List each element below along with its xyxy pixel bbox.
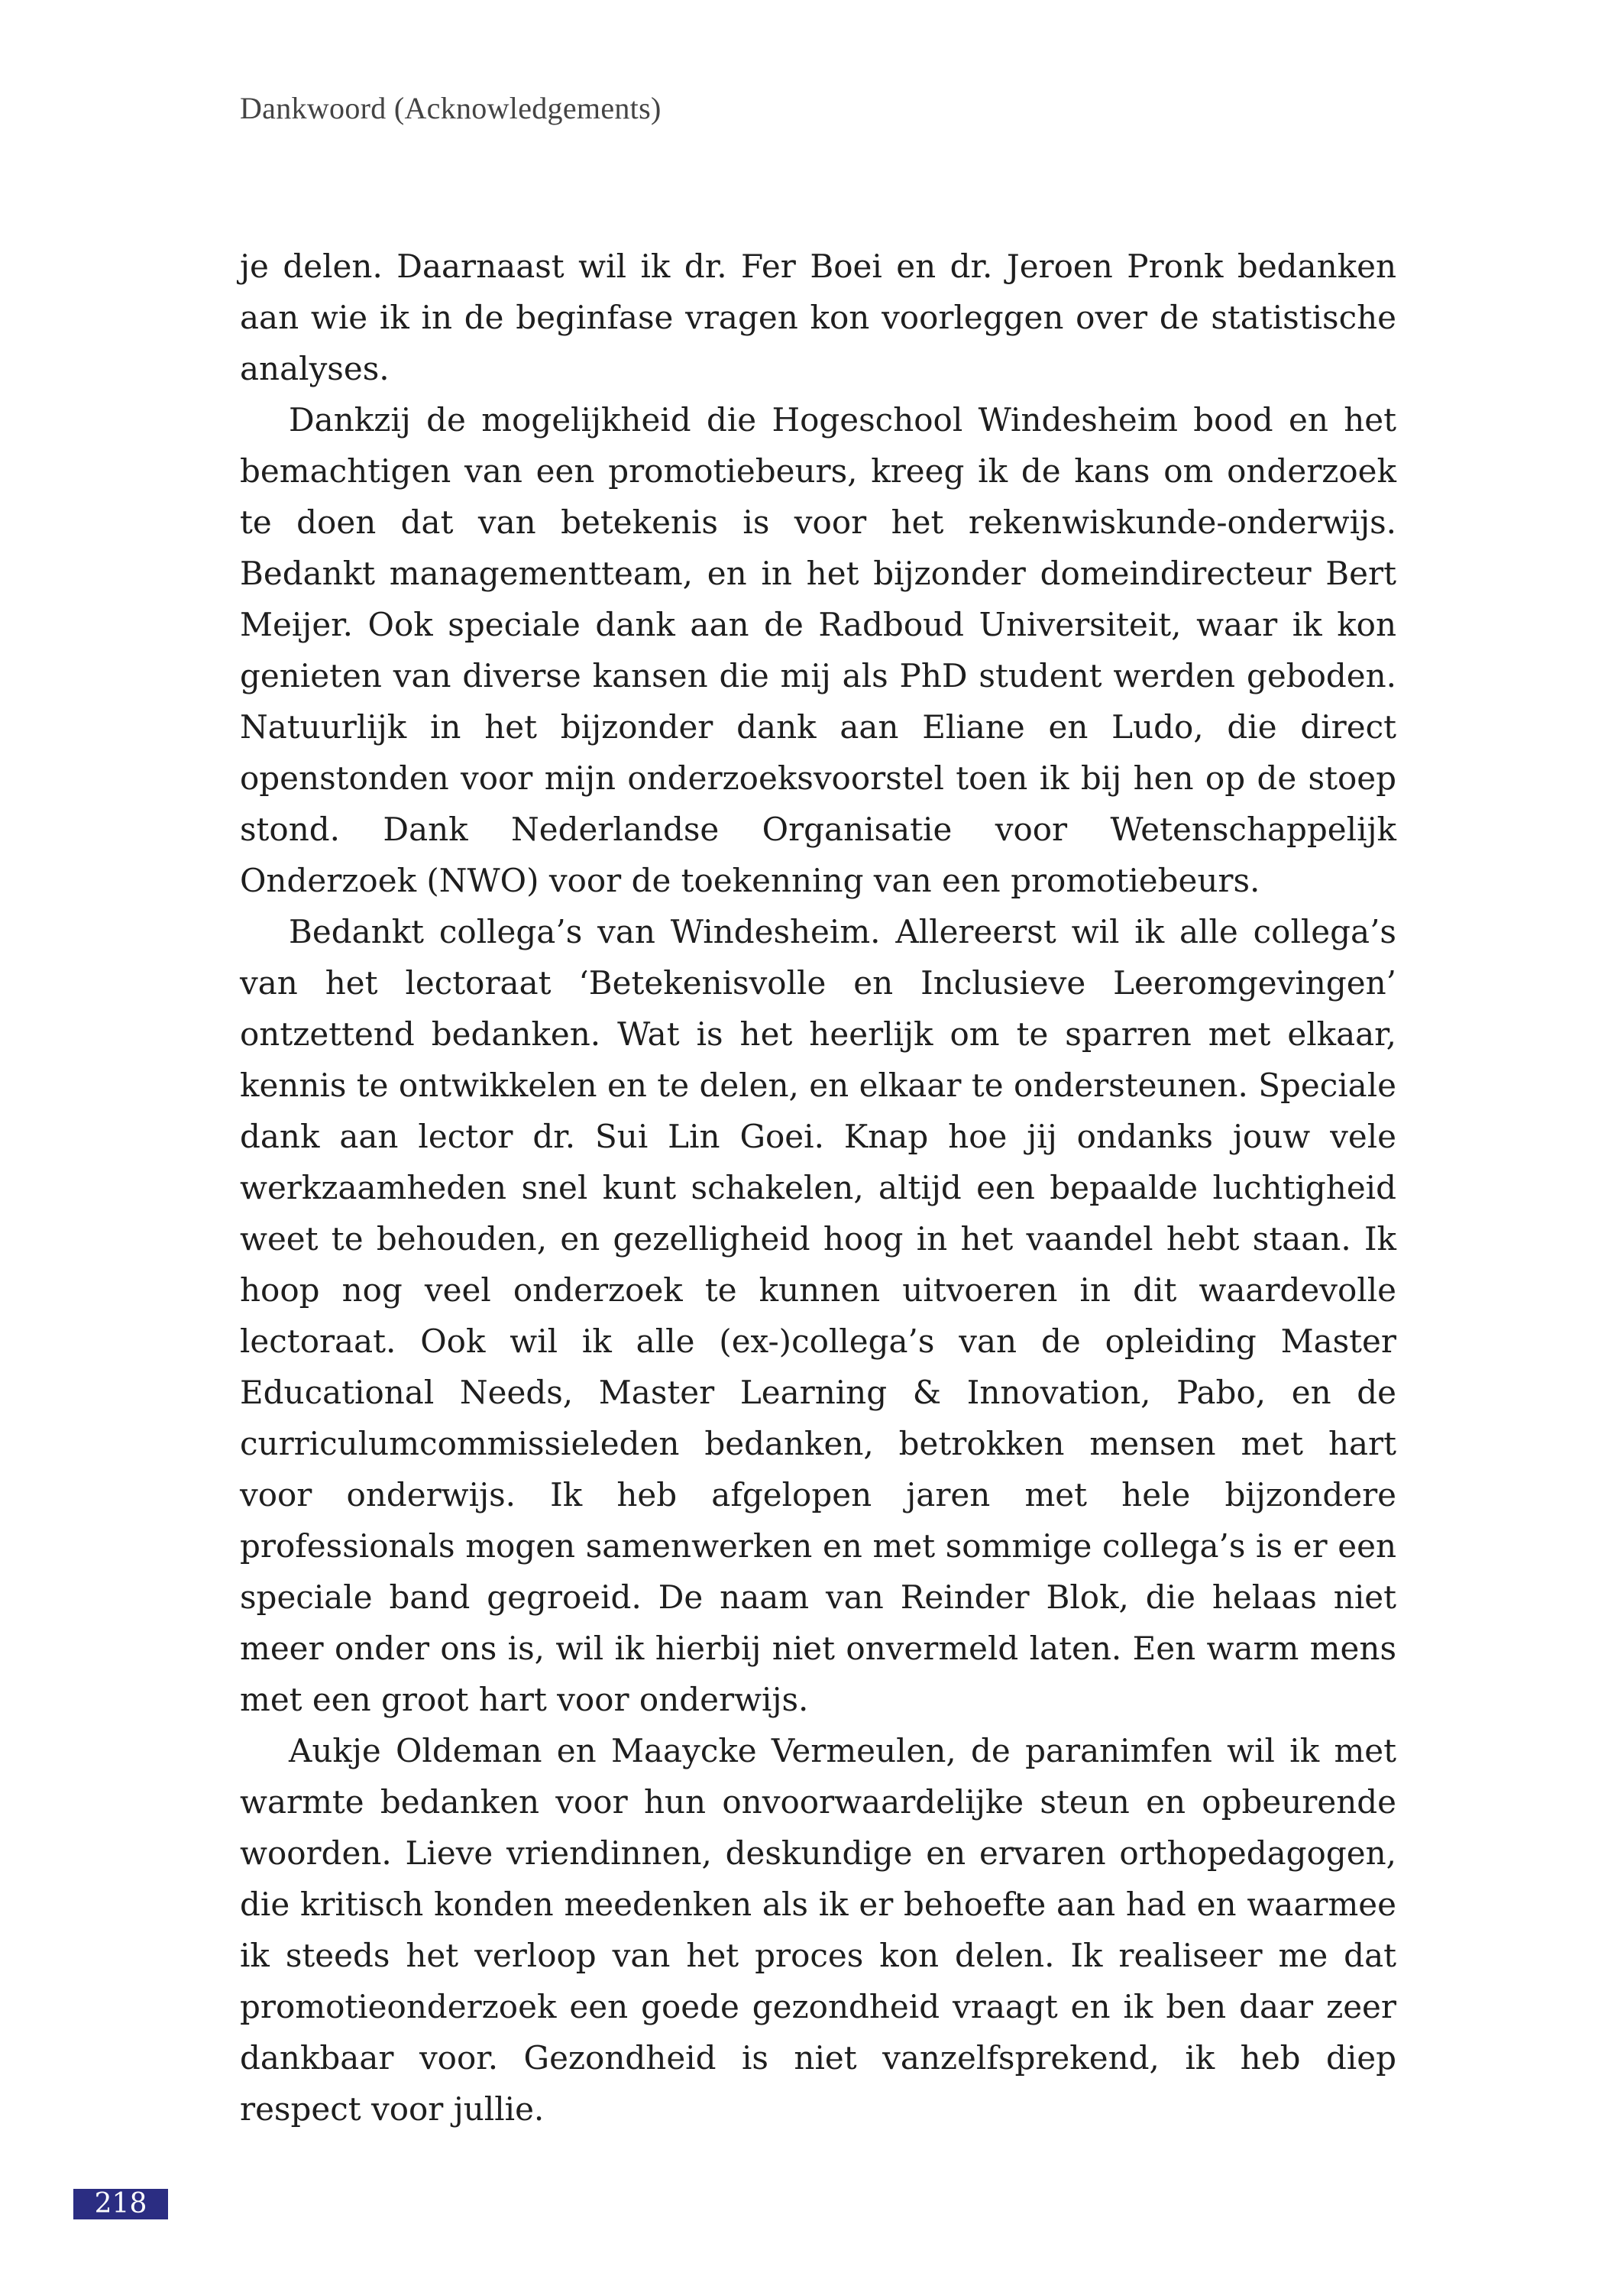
body-text [240, 241, 1396, 2135]
page-number: 218 [73, 2189, 168, 2219]
paragraph-windesheim: Dankzij de mogelijkheid die Hogeschool Windesheim bood en het bemachtigen van een promotiebeurs, kreeg ik de kans om onderzoek te doen dat van betekenis is voor het rekenwiskunde-onderwijs. Bedankt managementteam, en in het bijzonder domeindirecteur Bert Meijer. Ook speciale dank aan de Radboud Universiteit, waar ik kon genieten van diverse kansen die mij als PhD student werden geboden. Natuurlijk in het bijzonder dank aan Eliane en Ludo, die direct openstonden voor mijn onderzoeksvoorstel toen ik bij hen op de stoep stond. Dank Nederlandse Organisatie voor Wetenschappelijk Onderzoek (NWO) voor de toekenning van een promotiebeurs. [240, 401, 1396, 899]
paragraph-colleagues: Bedankt collega’s van Windesheim. Allereerst wil ik alle collega’s van het lectoraat ‘Betekenisvolle en Inclusieve Leeromgevingen’ ontzettend bedanken. Wat is het heerlijk om te sparren met elkaar, kennis te ontwikkelen en te delen, en elkaar te ondersteunen. Speciale dank aan lector dr. Sui Lin Goei. Knap hoe jij ondanks jouw vele werkzaamheden snel kunt schakelen, altijd een bepaalde luchtigheid weet te behouden, en gezelligheid hoog in het vaandel hebt staan. Ik hoop nog veel onderzoek te kunnen uitvoeren in dit waardevolle lectoraat. Ook wil ik alle (ex-)collega’s van de opleiding Master Educational Needs, Master Learning & Innovation, Pabo, en de curriculumcommissieleden bedanken, betrokken mensen met hart voor onderwijs. Ik heb afgelopen jaren met hele bijzondere professionals mogen samenwerken en met sommige collega’s is er een speciale band gegroeid. De naam van Reinder Blok, die helaas niet meer onder ons is, wil ik hierbij niet onvermeld laten. Een warm mens met een groot hart voor onderwijs. [240, 913, 1396, 1718]
running-header: Dankwoord (Acknowledgements) [240, 91, 662, 125]
paragraph-paranymphs: Aukje Oldeman en Maaycke Vermeulen, de paranimfen wil ik met warmte bedanken voor hun onvoorwaardelijke steun en opbeurende woorden. Lieve vriendinnen, deskundige en ervaren orthopedagogen, die kritisch konden meedenken als ik er behoefte aan had en waarmee ik steeds het verloop van het proces kon delen. Ik realiseer me dat promotieonderzoek een goede gezondheid vraagt en ik ben daar zeer dankbaar voor. Gezondheid is niet vanzelfsprekend, ik heb diep respect voor jullie. [240, 1732, 1396, 2128]
paragraph-continuation: je delen. Daarnaast wil ik dr. Fer Boei en dr. Jeroen Pronk bedanken aan wie ik in de beginfase vragen kon voorleggen over de statistische analyses. [240, 248, 1396, 387]
